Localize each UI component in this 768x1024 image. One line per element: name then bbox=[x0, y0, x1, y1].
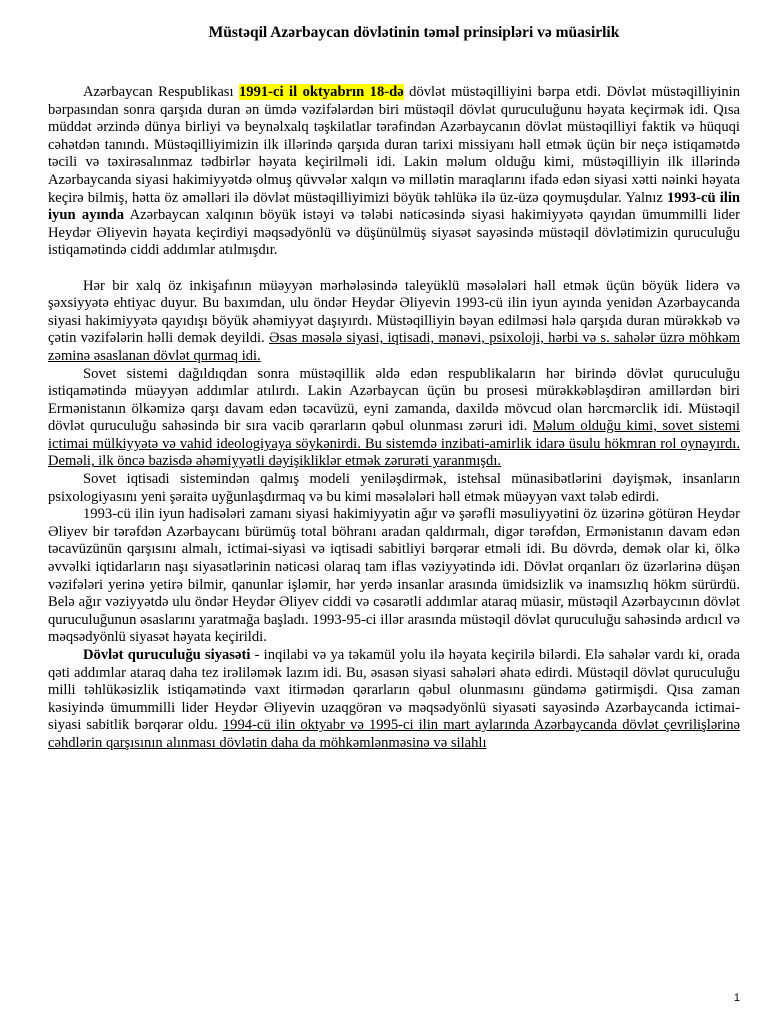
paragraph-1 bbox=[48, 84, 740, 260]
paragraph-2-text-a: Hər bir xalq öz inkişafının müəyyən mərhələsində taleyüklü məsələləri həll etmək üçün böyük liderə və şəxsiyyətə ehtiyac duyur. Bu baxımdan, ulu öndər Heydər Əliyevin 1993-cü ilin iyun ayında yenidən Azərbaycanda siyasi hakimiyyətə qayıdışı böyük əhəmiyyət daşıyırdı. Müstəqilliyin bəyan edilməsi hələ qarşıda duran mürəkkəb və çətin vəzifələrin həlli demək deyildi. bbox=[48, 277, 740, 347]
paragraph-2 bbox=[48, 278, 740, 366]
document-title: Müstəqil Azərbaycan dövlətinin təməl prinsipləri və müasirlik bbox=[208, 24, 620, 41]
paragraph-1-text-c: Azərbaycan xalqının böyük istəyi və tələbi nəticəsində siyasi hakimiyyətə qayıdan ümummilli lider Heydər Əliyevin həyata keçirdiyi məqsədyönlü və düşünülmüş siyasət sayəsində müstəqil dövlətimizin quruculuğu istiqamətində ciddi addımlar atılmışdır. bbox=[48, 207, 740, 259]
paragraph-3 bbox=[48, 366, 740, 472]
paragraph-6 bbox=[48, 647, 740, 753]
underlined-text: 1994-cü ilin oktyabr və 1995-ci ilin mart aylarında Azərbaycanda dövlət çevrilişlərinə cəhdlərin qarşısının alınması dövlətin daha da möhkəmlənməsinə və silahlı bbox=[48, 717, 740, 751]
underlined-text: Məlum olduğu kimi, sovet sistemi ictimai mülkiyyətə və vahid ideologiyaya söykənirdi. Bu sistemdə inzibati-amirlik idarə üsulu hökmran rol oynayırdı. Deməli, ilk öncə bazisdə əhəmiyyətli dəyişikliklər etmək zərurəti yaranmışdı. bbox=[48, 418, 740, 470]
bold-term: Dövlət quruculuğu siyasəti bbox=[83, 647, 251, 663]
highlighted-date: 1991-ci il oktyabrın 18-də bbox=[238, 84, 404, 100]
paragraph-6-text-a: - inqilabi və ya təkamül yolu ilə həyata keçirilə bilərdi. Elə sahələr vardı ki, orada qəti addımlar ataraq daha tez irəliləmək lazım idi. Bu, əsasən siyasi sahələri əhatə edirdi. Müstəqil dövlət quruculuğu milli təhlükəsizlik istiqamətində vaxt itirmədən qərarların qəbul olunmasını gündəmə gətirmişdi. Qısa zaman kəsiyində ümummilli lider Heydər Əliyevin uzaqgörən və məqsədyönlü siyasəti sayəsində Azərbaycanda ictimai-siyasi sabitlik bərqərar oldu. bbox=[48, 647, 740, 734]
paragraph-3-text-a: Sovet sistemi dağıldıqdan sonra müstəqillik əldə edən respublikaların hər birində dövlət quruculuğu istiqamətində müəyyən addımlar atılırdı. Lakin Azərbaycan üçün bu prosesi mürəkkəbləşdirən amillərdən biri Ermənistanın ölkəmizə qarşı davam edən təcavüzü, eyni zamanda, daxildə mövcud olan hərcmərclik idi. Müstəqil dövlət quruculuğu sahəsində bir sıra vacib qərarların qəbul olunması zəruri idi. bbox=[48, 365, 740, 435]
bold-date: 1993-cü ilin iyun ayında bbox=[48, 189, 740, 224]
paragraph-1-text-a: Azərbaycan Respublikası bbox=[83, 84, 239, 100]
page-number: 1 bbox=[733, 992, 740, 1004]
paragraph-1-text-b: dövlət müstəqilliyini bərpa etdi. Dövlət müstəqilliyinin bərpasından sonra qarşıda duran ən ümdə vəzifələrdən biri müstəqil dövlət quruculuğunu həyata keçirmək idi. Qısa müddət ərzində dünya birliyi və beynəlxalq təşkilatlar tərəfindən Azərbaycanın dövlət müstəqilliyi faktik və hüquqi cəhətdən tanındı. Müstəqilliyimizin ilk illərində qarşıda duran tarixi missiyanı həll etmək üçün bir neçə istiqamətdə təcili və təxirəsalınmaz tədbirlər həyata keçirilməli idi. Lakin məlum olduğu kimi, müstəqilliyin ilk illərində Azərbaycanda siyasi hakimiyyətdə olmuş qüvvələr xalqın və millətin maraqlarını ifadə edən siyasi xətti nəinki həyata keçirə bilmiş, hətta öz əməlləri ilə dövlət müstəqilliyimizi böyük təhlükə ilə üz-üzə qoymuşdular. Yalnız bbox=[48, 84, 740, 206]
paragraph-4: Sovet iqtisadi sistemindən qalmış modeli yeniləşdirmək, istehsal münasibətlərini dəyişmək, insanların psixologiyasını yeni şəraitə uyğunlaşdırmaq və bu kimi məsələləri həll etmək müəyyən vaxt tələb edirdi. bbox=[48, 471, 740, 505]
underlined-text: Əsas məsələ siyasi, iqtisadi, mənəvi, psixoloji, hərbi və s. sahələr üzrə möhkəm zəminə əsaslanan dövlət qurmaq idi. bbox=[48, 330, 740, 364]
paragraph-5: 1993-cü ilin iyun hadisələri zamanı siyasi hakimiyyətin ağır və şərəfli məsuliyyətini öz üzərinə götürən Heydər Əliyev bir tərəfdən Azərbaycanı bürümüş total böhranı aradan qaldırmalı, digər tərəfdən, Ermənistanın davam edən təcavüzünün qarşısını almalı, ictimai-siyasi və iqtisadi sabitliyi bərqərar etməli idi. Bu dövrdə, demək olar ki, ölkə əvvəlki iqtidarların naşı siyasətlərinin nəticəsi olaraq tam iflas vəziyyətində idi. Dövlət orqanları öz üzərlərinə düşən vəzifələri yerinə yetirə bilmir, qanunlar işləmir, hər yerdə insanlar arasında ümidsizlik və inamsızlıq hökm sürürdü. Belə ağır vəziyyətdə ulu öndər Heydər Əliyev ciddi və cəsarətli addımlar ataraq müasir, müstəqil Azərbaycının dövlət quruculuğunun əsaslarını yaratmağa başladı. 1993-95-ci illər arasında müstəqil dövlət quruculuğu sahəsində ardıcıl və məqsədyönlü siyasət həyata keçirildi. bbox=[48, 506, 740, 646]
document-body bbox=[48, 84, 740, 753]
